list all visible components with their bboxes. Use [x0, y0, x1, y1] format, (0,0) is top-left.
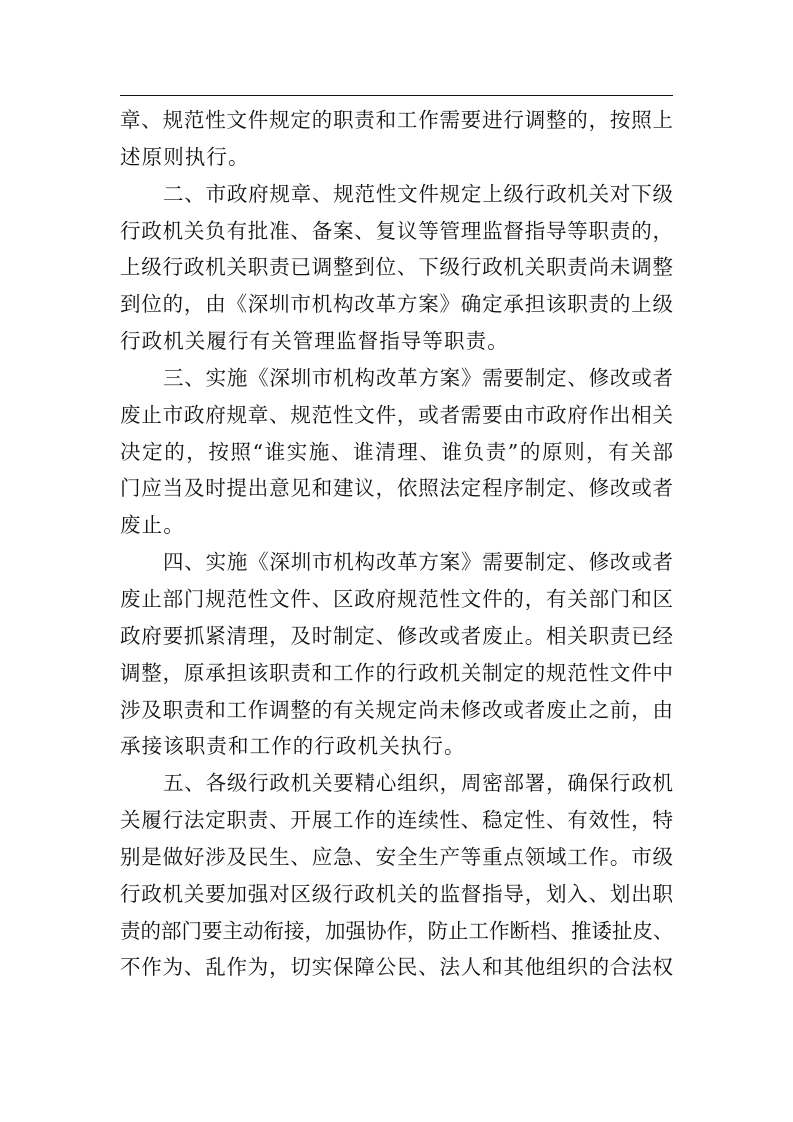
text-line: 废止。	[120, 513, 185, 538]
text-line: 废止部门规范性文件、区政府规范性文件的，有关部门和区	[120, 586, 673, 611]
header-rule	[120, 95, 673, 96]
text-line: 别是做好涉及民生、应急、安全生产等重点领域工作。市级	[120, 844, 673, 869]
text-line: 责的部门要主动衔接，加强协作，防止工作断档、推诿扯皮、	[120, 918, 674, 943]
text-line: 到位的，由《深圳市机构改革方案》确定承担该职责的上级	[120, 292, 673, 317]
text-line: 决定的，按照“谁实施、谁清理、谁负责”的原则，有关部	[120, 439, 673, 464]
text-line: 四、实施《深圳市机构改革方案》需要制定、修改或者	[163, 550, 673, 575]
text-line: 行政机关履行有关管理监督指导等职责。	[120, 329, 509, 354]
document-body	[120, 102, 673, 986]
text-line: 章、规范性文件规定的职责和工作需要进行调整的，按照上	[120, 108, 673, 132]
text-line: 门应当及时提出意见和建议，依照法定程序制定、修改或者	[120, 476, 673, 501]
text-line: 承接该职责和工作的行政机关执行。	[120, 734, 466, 759]
text-line: 涉及职责和工作调整的有关规定尚未修改或者废止之前，由	[120, 697, 673, 722]
text-line: 述原则执行。	[120, 144, 250, 169]
text-line: 行政机关负有批准、备案、复议等管理监督指导等职责的，	[120, 218, 673, 243]
text-line: 三、实施《深圳市机构改革方案》需要制定、修改或者	[163, 365, 673, 390]
text-line: 关履行法定职责、开展工作的连续性、稳定性、有效性，特	[120, 808, 673, 833]
text-line: 上级行政机关职责已调整到位、下级行政机关职责尚未调整	[120, 255, 673, 280]
text-line: 废止市政府规章、规范性文件，或者需要由市政府作出相关	[120, 402, 673, 427]
text-line: 不作为、乱作为，切实保障公民、法人和其他组织的合法权	[120, 955, 673, 980]
text-line: 政府要抓紧清理，及时制定、修改或者废止。相关职责已经	[120, 623, 673, 648]
text-line: 调整，原承担该职责和工作的行政机关制定的规范性文件中	[120, 660, 673, 685]
text-line: 五、各级行政机关要精心组织，周密部署，确保行政机	[163, 771, 673, 796]
text-line: 行政机关要加强对区级行政机关的监督指导，划入、划出职	[120, 881, 673, 906]
text-line: 二、市政府规章、规范性文件规定上级行政机关对下级	[163, 181, 673, 206]
